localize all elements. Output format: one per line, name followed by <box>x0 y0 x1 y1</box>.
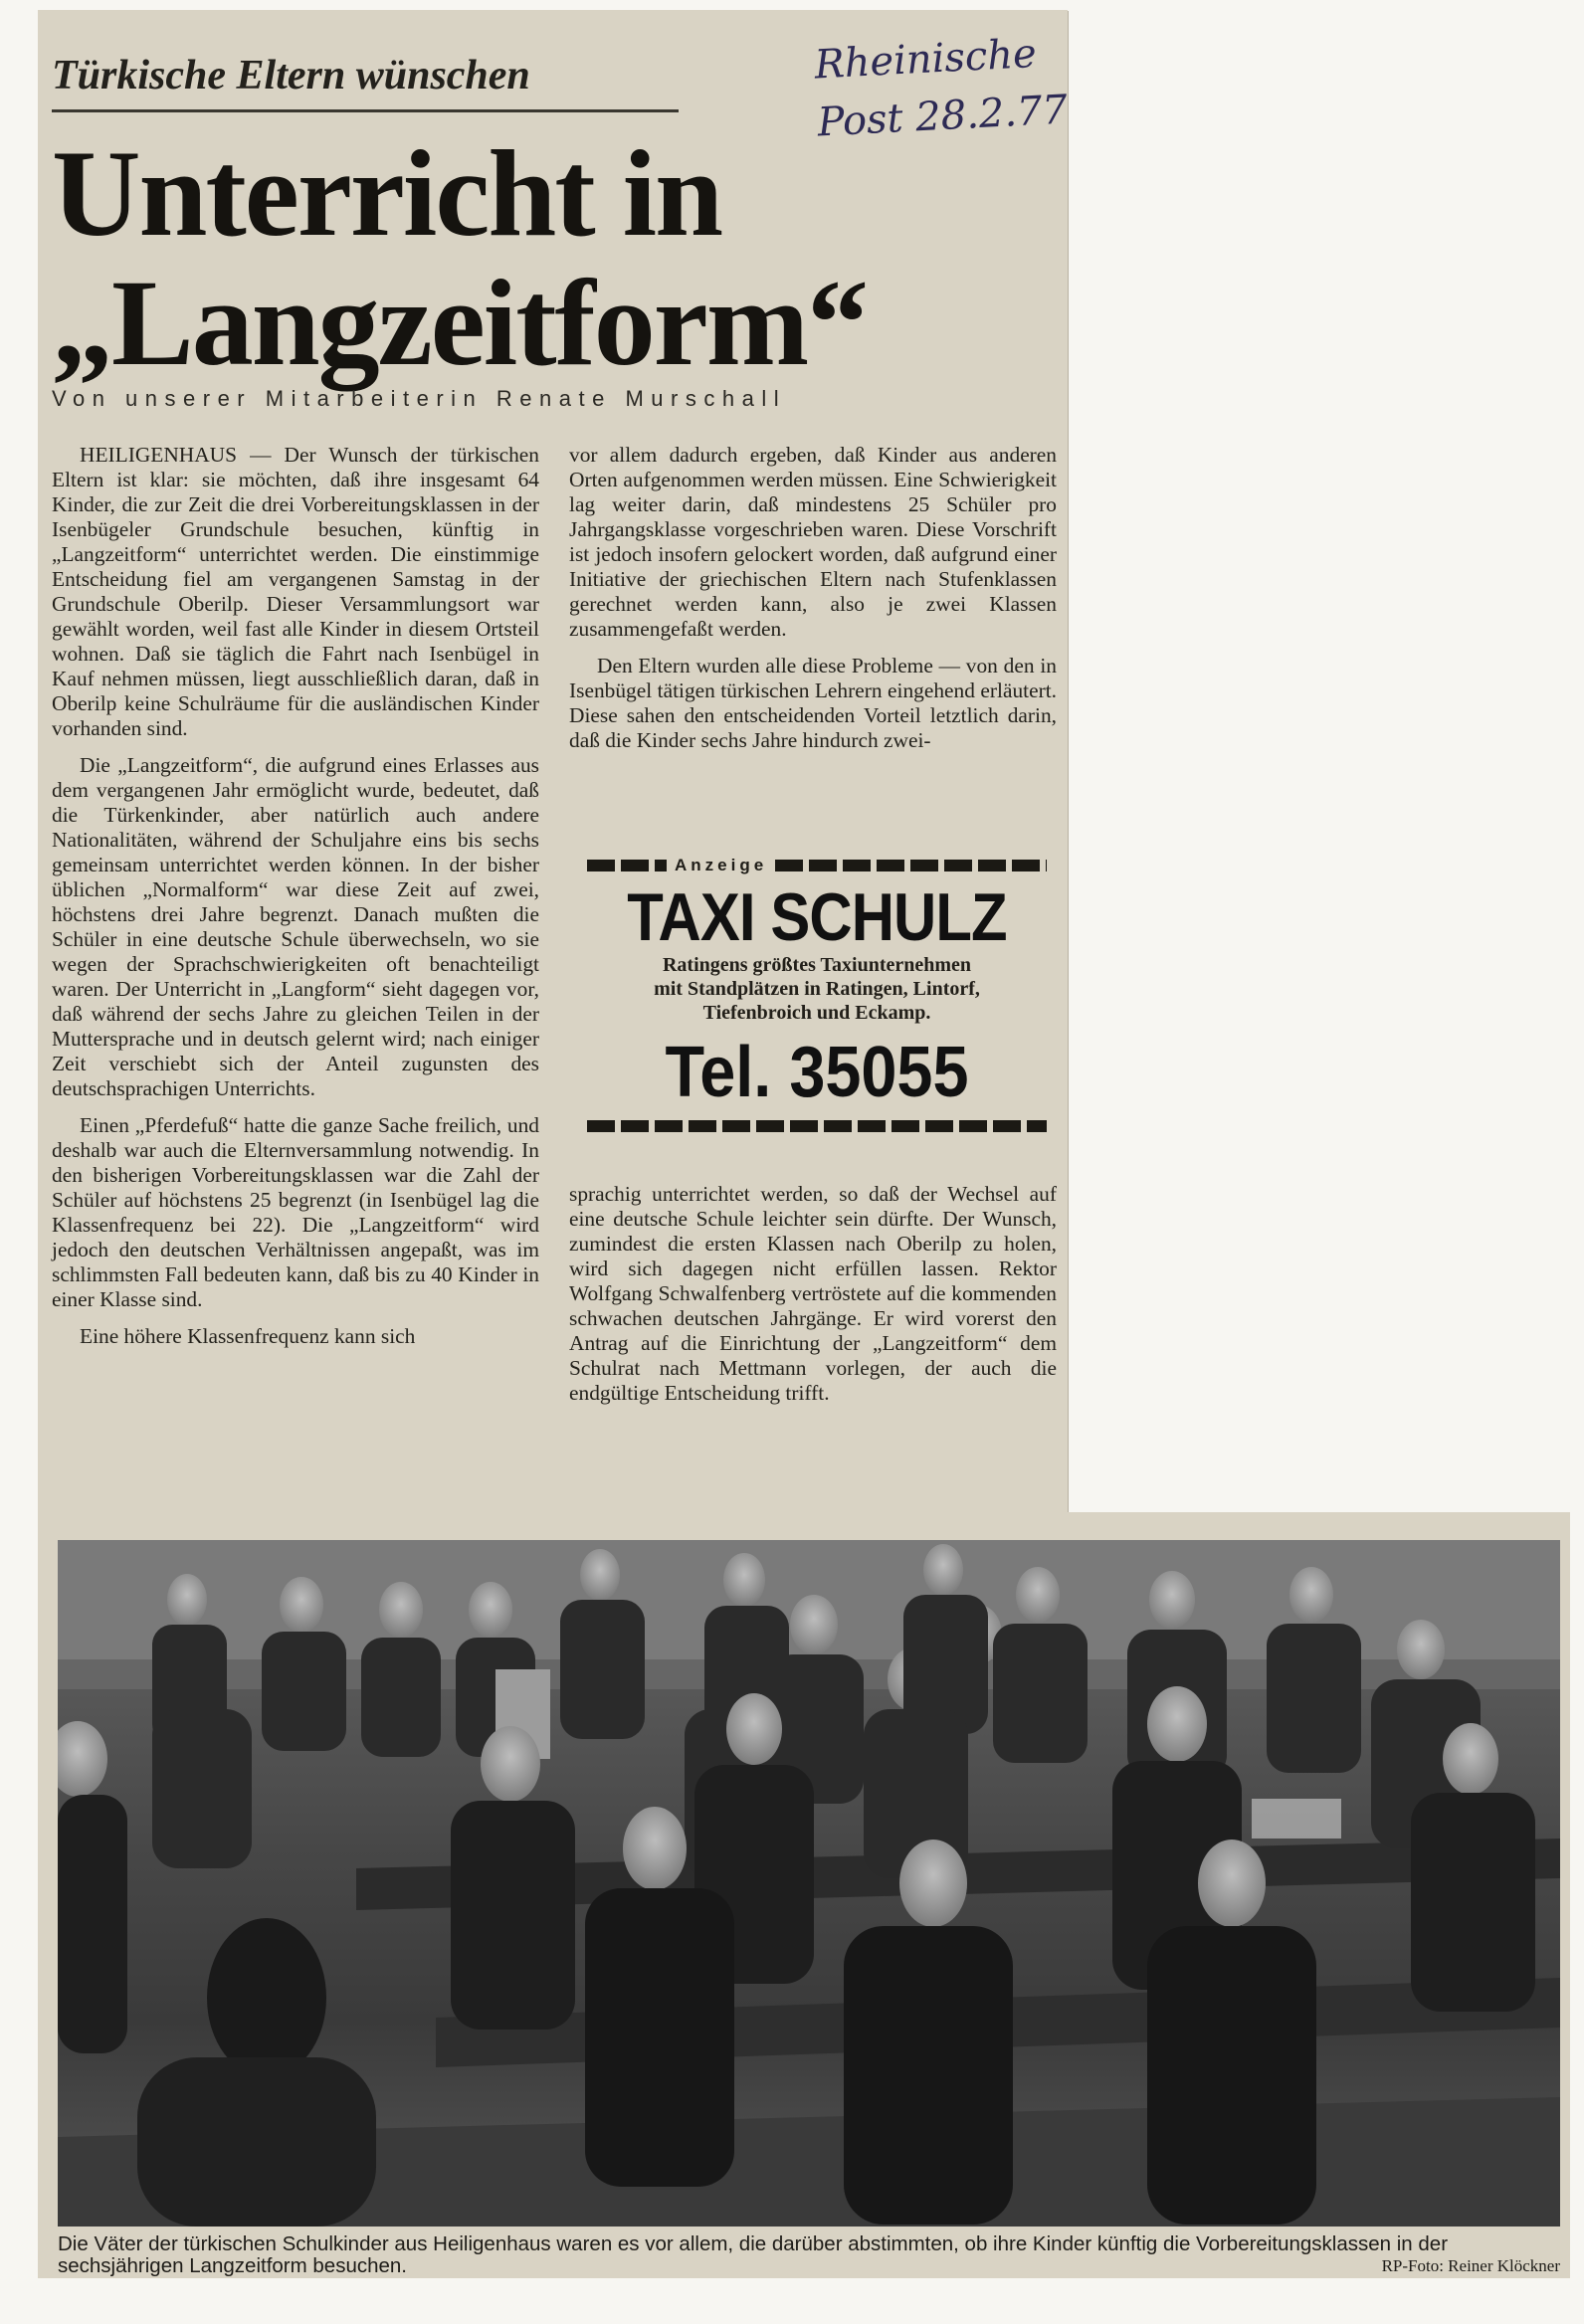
handwriting-line-1: Rheinische <box>813 30 1038 89</box>
paragraph: Den Eltern wurden alle diese Probleme — von den in Isenbügel tätigen türkischen Lehrern eingehend erläutert. Diese sahen den entscheidenden Vorteil letztlich darin, daß die Kinder sechs Jahre hindurch zwei- <box>569 654 1057 752</box>
photo-credit: RP-Foto: Reiner Klöckner <box>1381 2256 1560 2275</box>
byline: Von unserer Mitarbeiterin Renate Murschall <box>52 386 787 411</box>
photo-caption: Die Väter der türkischen Schulkinder aus Heiligenhaus waren es vor allem, die darüber abstimmten, ob ihre Kinder künftig die Vorbereitungsklassen in der sechsjährigen Langzeitform besuchen. <box>58 2232 1449 2277</box>
headline-line-1: Unterricht in <box>52 125 722 262</box>
ad-footer <box>587 1114 1047 1138</box>
paragraph: vor allem dadurch ergeben, daß Kinder aus anderen Orten aufgenommen werden müssen. Eine Schwierigkeit lag weiter darin, daß mindestens 25 Schüler pro Jahrgangsklasse vorgeschrieben waren. Diese Vorschrift ist jedoch insofern gelockert worden, daß aufgrund einer Initiative der griechischen Eltern nach Stufenklassen gerechnet werden kann, also je zwei Klassen zusammengefaßt werden. <box>569 443 1057 641</box>
paragraph: Einen „Pferdefuß“ hatte die ganze Sache freilich, und deshalb war auch die Elternversammlung notwendig. In den bisherigen Vorbereitungsklassen war die Zahl der Schüler auf höchstens 25 begrenzt (in Isenbügel lag die Klassenfrequenz bei 22). Die „Langzeitform“ wird jedoch den deutschen Verhältnissen angepaßt, was im schlimmsten Fall bedeuten kann, daß bis zu 40 Kinder in einer Klasse sind. <box>52 1113 539 1311</box>
article-column-3 <box>569 1182 1057 1418</box>
punch-hole <box>0 1413 24 1458</box>
ad-company-name: TAXI SCHULZ <box>627 879 1007 955</box>
ad-header <box>587 854 1047 877</box>
headline-line-2: „Langzeitform“ <box>52 255 868 391</box>
photo-meeting <box>58 1540 1560 2227</box>
article-kicker: Türkische Eltern wünschen <box>52 53 530 98</box>
handwritten-source-note <box>813 24 1069 152</box>
ad-dash-right <box>775 860 1047 872</box>
ad-dash-bottom <box>587 1120 1047 1132</box>
article-column-2 <box>569 443 1057 765</box>
paragraph: Die „Langzeitform“, die aufgrund eines Erlasses aus dem vergangenen Jahr ermöglicht wurde, bedeutet, daß die Türkenkinder, aber natürlich auch andere Nationalitäten, während der Schuljahre eins bis sechs gemeinsam unterrichtet werden können. In der bisher üblichen „Normalform“ war diese Zeit auf zwei, höchstens drei Jahre begrenzt. Danach mußten die Schüler in eine deutsche Schule überwechseln, wo sie wegen der Sprachschwierigkeiten oft benachteiligt waren. Der Unterricht in „Langform“ sieht dagegen vor, daß während der sechs Jahre zu gleichen Teilen in der Muttersprache und in deutsch gelernt wird; nach einiger Zeit verschiebt sich der Anteil zugunsten des deutschsprachigen Unterrichts. <box>52 753 539 1100</box>
kicker-rule <box>52 109 679 112</box>
handwriting-line-2: Post 28.2.77 <box>816 87 1069 146</box>
taxi-advertisement <box>587 854 1047 1147</box>
paragraph: HEILIGENHAUS — Der Wunsch der türkischen Eltern ist klar: sie möchten, daß ihre insgesamt 64 Kinder, die zur Zeit die drei Vorbereitungsklassen in der Isenbügeler Grundschule besuchen, künftig in „Langzeitform“ unterrichtet werden. Die einstimmige Entscheidung fiel am vergangenen Samstag in der Grundschule Oberilp. Dieser Versammlungsort war gewählt worden, weil fast alle Kinder in diesem Ortsteil wohnen. Daß sie täglich die Fahrt nach Isenbügel in Kauf nehmen müssen, liegt ausschließlich daran, daß in Oberilp keine Schulräume für die ausländischen Kinder vorhanden sind. <box>52 443 539 740</box>
paragraph: Eine höhere Klassenfrequenz kann sich <box>80 1324 416 1348</box>
ad-dash-left <box>587 860 667 872</box>
ad-line-3: Tiefenbroich und Eckamp. <box>702 1002 931 1024</box>
ad-label: Anzeige <box>675 856 768 874</box>
punch-hole <box>0 816 24 862</box>
ad-telephone: Tel. 35055 <box>665 1033 969 1112</box>
photo-illustration <box>58 1540 1560 2227</box>
article-column-1 <box>52 443 539 1361</box>
paragraph: sprachig unterrichtet werden, so daß der Wechsel auf eine deutsche Schule leichter sein dürfte. Der Wunsch, zumindest die ersten Klassen nach Oberilp zu holen, wird sich dagegen nicht erfüllen lassen. Rektor Wolfgang Schwalfenberg vertröstete auf die kommenden schwachen deutschen Jahrgänge. Er wird vorerst den Antrag auf die Einrichtung der „Langzeitform“ dem Schulrat nach Mettmann vorlegen, der auch die endgültige Entscheidung trifft. <box>569 1182 1057 1405</box>
article-headline <box>52 125 868 391</box>
ad-line-1: Ratingens größtes Taxiunternehmen <box>662 954 972 976</box>
ad-line-2: mit Standplätzen in Ratingen, Lintorf, <box>654 978 980 1000</box>
